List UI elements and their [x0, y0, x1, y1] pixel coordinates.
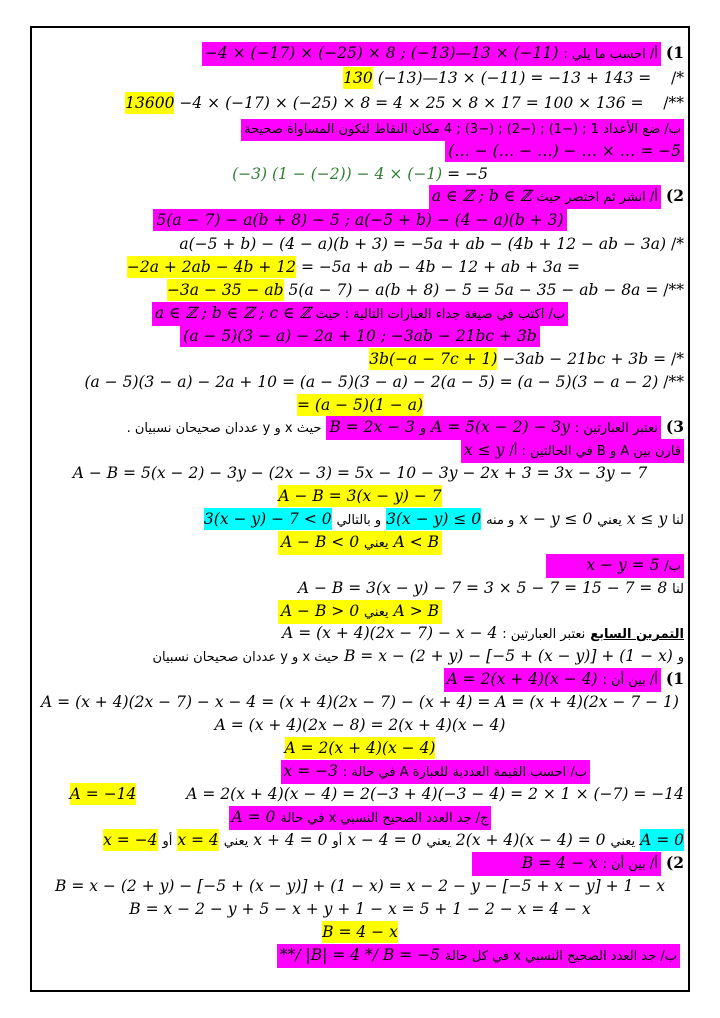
- question-line: [36, 668, 684, 690]
- answer: A > B: [393, 602, 440, 620]
- solution-line: [36, 67, 684, 89]
- answer-line: [36, 485, 684, 507]
- term: − 4 ×: [356, 165, 403, 183]
- answer: 13600: [125, 94, 175, 112]
- expression: A − B > 0: [280, 602, 360, 620]
- answer-line: [36, 921, 684, 943]
- instruction-label: أ/ احسب ما يلي :: [563, 47, 658, 62]
- expression: B = 4 − x: [521, 854, 598, 872]
- instruction-label: ب/ جد العدد الصحيح النسبي x في كل حالة: [444, 949, 677, 964]
- mark: */: [671, 69, 684, 87]
- text: لنا: [672, 582, 684, 597]
- exercise-1-line: [36, 42, 684, 64]
- expression: x + 4 = 0: [253, 831, 328, 849]
- term: (−1): [407, 165, 443, 183]
- expression-line: [36, 325, 684, 347]
- expression: x − 4 = 0: [347, 831, 422, 849]
- text: يعني: [426, 834, 451, 849]
- expression: A = (x + 4)(2x − 8) = 2(x + 4)(x − 4): [214, 716, 506, 734]
- solution-line: [20, 875, 700, 897]
- expression: 2(x + 4)(x − 4) = 0: [455, 831, 606, 849]
- exercise-title: التمرين السابع: [590, 627, 684, 642]
- expression: a(−5 + b) − (4 − a)(b + 3) = −5a + ab − (4b + 12 − ab − 3a): [179, 235, 667, 253]
- solution-line: [20, 691, 700, 713]
- solution-line: [36, 577, 684, 599]
- condition-text: حيث x و y عددان صحيحان نسبيان: [152, 650, 340, 665]
- question-line: [36, 760, 590, 782]
- solution-line: [36, 348, 684, 370]
- expression: (a − 5)(3 − a) − 2a + 10 ; −3ab − 21bc + 3b: [180, 325, 539, 347]
- instruction-label: ب/ اكتب في صيغة جداء العبارات التالية : حيث: [315, 307, 566, 322]
- item-number: 2): [665, 186, 684, 205]
- instruction-text: ب/ ضع الأعداد 1 ; (−1) ; (−2) ; (−3) ; 4 مكان النقاط لتكون المساواة صحيحة: [241, 119, 684, 141]
- template-line: [36, 140, 684, 162]
- expression: −4 × (−17) × (−25) × 8 ; (−13)—13 × (−11): [204, 44, 559, 62]
- expression: x = −3: [283, 762, 338, 780]
- answer: A < B: [393, 533, 440, 551]
- instruction-line: [36, 554, 684, 576]
- solution-line: [36, 233, 684, 255]
- expression: x − y = 5: [586, 556, 660, 574]
- text: و منه: [486, 513, 515, 528]
- filled-expression: [36, 163, 684, 185]
- instruction-line: [36, 439, 684, 461]
- instruction-label: نعتبر العبارتين :: [574, 421, 658, 436]
- expression: A = 0: [231, 808, 276, 826]
- text: يعني: [364, 536, 389, 551]
- answer-line: [36, 600, 684, 622]
- expression: x − y ≤ 0: [519, 510, 593, 528]
- expression: 5(a − 7) − a(b + 8) − 5 = 5a − 35 − ab − 8a =: [288, 281, 659, 299]
- expression: 3(x − y) − 7 < 0: [203, 510, 332, 528]
- instruction-label: نعتبر العبارتين :: [502, 627, 586, 642]
- answer: 3b(−a − 7c + 1): [369, 350, 498, 368]
- answer-line: [36, 531, 684, 553]
- solution-line: [36, 898, 684, 920]
- expression-line: [36, 209, 684, 231]
- expression: A = 2(x + 4)(x − 4) = 2(−3 + 4)(−3 − 4) = 2 × 1 × (−7) = −14: [186, 785, 684, 803]
- solution-line: [36, 783, 684, 805]
- text: يعني: [610, 834, 636, 849]
- expression: B = x − 2 − y + 5 − x + y + 1 − x = 5 + 1 − 2 − x = 4 − x: [129, 900, 591, 918]
- expression: a ∈ ℤ ; b ∈ ℤ: [431, 187, 532, 205]
- question-line: [36, 944, 680, 966]
- answer: −3a − 35 − ab: [166, 281, 284, 299]
- answer: x = −4: [103, 831, 158, 849]
- solution-line: [36, 92, 684, 114]
- text: و: [677, 650, 684, 665]
- condition-text: حيث x و y عددان صحيحان نسبيان .: [126, 421, 322, 436]
- mark: */: [671, 235, 684, 253]
- text: يعني: [597, 513, 622, 528]
- expression: A − B = 3(x − y) − 7 = 3 × 5 − 7 = 15 − 7 = 8: [297, 579, 668, 597]
- expression: x ≤ y: [464, 441, 505, 459]
- item-number: 3): [665, 417, 684, 436]
- expression: A − B = 5(x − 2) − 3y − (2x − 3) = 5x − 10 − 3y − 2x + 3 = 3x − 3y − 7: [72, 464, 648, 482]
- solution-line: [36, 371, 684, 393]
- answer: A − B = 3(x − y) − 7: [278, 487, 442, 505]
- answer: A = −14: [69, 785, 137, 803]
- term: (−3): [232, 165, 268, 183]
- instruction-line: [36, 117, 684, 139]
- expression: (−13)—13 × (−11) = −13 + 143 =: [377, 69, 652, 87]
- reasoning-line: [36, 508, 684, 530]
- instruction-line: [36, 302, 684, 324]
- expression: A = 2(x + 4)(x − 4): [446, 670, 598, 688]
- expression: (… − (… − …) − … × … = −5: [445, 140, 684, 162]
- answer: A = 0: [640, 831, 684, 849]
- expression: B = x − (2 + y) − [−5 + (x − y)] + (1 − x) = x − 2 − y − [−5 + x − y] + 1 − x: [55, 877, 665, 895]
- term: = −5: [447, 165, 488, 183]
- answer: A = 2(x + 4)(x − 4): [284, 739, 436, 757]
- mark: **/: [663, 281, 684, 299]
- mark: **/: [663, 373, 684, 391]
- text: أو: [162, 834, 173, 849]
- text: و بالتالي: [336, 513, 382, 528]
- expression-b: B = 2x − 3: [329, 418, 415, 436]
- expression: x ≤ y: [626, 510, 668, 528]
- instruction-label: أ/ انشر ثم اختصر حيث: [536, 190, 658, 205]
- question-line: [36, 852, 684, 874]
- instruction-label: قارن بين A و B في الحالتين : أ/: [509, 444, 681, 459]
- expression: A = (x + 4)(2x − 7) − x − 4 = (x + 4)(2x − 7) − (x + 4) = A = (x + 4)(2x − 7 − 1): [41, 693, 679, 711]
- answer: = (a − 5)(1 − a): [297, 396, 423, 414]
- expression: −3ab − 21bc + 3b =: [502, 350, 667, 368]
- instruction-label: ج/ جد العدد الصحيح النسبي x في حالة: [280, 811, 489, 826]
- item-number: 1): [665, 669, 684, 688]
- expression: = −5a + ab − 4b − 12 + ab + 3a =: [300, 258, 580, 276]
- instruction-label: ب/ احسب القيمة العددية للعبارة A في حالة :: [342, 765, 587, 780]
- mark: **/: [663, 94, 684, 112]
- item-number: 2): [665, 853, 684, 872]
- question-line: [36, 806, 684, 828]
- term: (1 − (−2)): [271, 165, 352, 183]
- answer: x = 4: [177, 831, 219, 849]
- text: لنا: [672, 513, 684, 528]
- instruction-label: أ/ بين أن :: [602, 673, 658, 688]
- expression: 5(a − 7) − a(b + 8) − 5 ; a(−5 + b) − (4 − a)(b + 3): [153, 209, 566, 231]
- instruction-label: ب/: [664, 559, 681, 574]
- instruction-label: أ/ بين أن :: [602, 857, 658, 872]
- solution-line: [36, 256, 580, 278]
- text: أو: [332, 834, 343, 849]
- expression: 3(x − y) ≤ 0: [386, 510, 482, 528]
- expression: */ B = −5: [364, 946, 440, 964]
- solution-line: [36, 462, 684, 484]
- mark: */: [671, 350, 684, 368]
- answer: −2a + 2ab − 4b + 12: [126, 258, 296, 276]
- solution-line: [36, 829, 684, 851]
- answer-line: [36, 394, 684, 416]
- solution-line: [36, 714, 684, 736]
- expression-a: A = 5(x − 2) − 3y: [431, 418, 570, 436]
- expression: A = (x + 4)(2x − 7) − x − 4: [282, 624, 498, 642]
- expression-line: [36, 645, 684, 667]
- conjunction: و: [419, 421, 427, 436]
- expression: A − B < 0: [280, 533, 360, 551]
- answer-line: [36, 737, 684, 759]
- exercise-2-line: [36, 185, 684, 207]
- expression: **/ |B| = 4: [279, 946, 361, 964]
- exercise-7-header: [36, 622, 684, 644]
- expression: B = x − (2 + y) − [−5 + (x − y)] + (1 − x): [343, 647, 673, 665]
- answer: 130: [343, 69, 373, 87]
- solution-line: [36, 279, 684, 301]
- expression: (a − 5)(3 − a) − 2a + 10 = (a − 5)(3 − a) − 2(a − 5) = (a − 5)(3 − a − 2): [84, 373, 659, 391]
- expression: a ∈ ℤ ; b ∈ ℤ ; c ∈ ℤ: [154, 304, 311, 322]
- answer: B = 4 − x: [322, 923, 398, 941]
- expression: −4 × (−17) × (−25) × 8 = 4 × 25 × 8 × 17 = 100 × 136 =: [179, 94, 644, 112]
- exercise-3-line: [36, 416, 684, 438]
- text: يعني: [364, 605, 389, 620]
- item-number: 1): [665, 43, 684, 62]
- text: يعني: [223, 834, 249, 849]
